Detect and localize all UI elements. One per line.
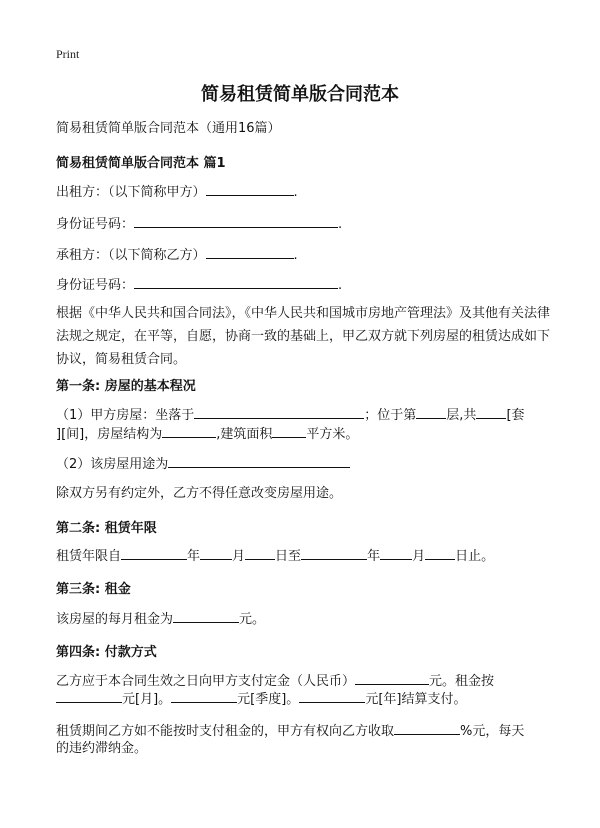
article-3-rent-line	[56, 610, 265, 628]
period: .	[338, 217, 343, 232]
year-label: 年	[187, 549, 201, 564]
end-year-blank	[301, 547, 367, 560]
deposit-blank	[355, 672, 429, 685]
monthly-label: 元[月]。	[122, 692, 172, 707]
section-heading: 简易租赁简单版合同范本 篇1	[56, 156, 226, 171]
item1-structure-label: ][间]，房屋结构为	[56, 427, 163, 442]
lessee-id-line	[56, 276, 342, 294]
article-4-line-1	[56, 672, 494, 690]
print-link[interactable]: Print	[56, 47, 80, 61]
article-4-heading: 第四条: 付款方式	[56, 645, 157, 660]
period: .	[338, 278, 343, 293]
period: .	[293, 248, 298, 263]
item1-area-label: ,建筑面积	[216, 427, 273, 442]
document-title: 简易租赁简单版合同范本	[201, 84, 399, 105]
item1-total-label: 层,共	[446, 408, 477, 423]
article-1-heading: 第一条: 房屋的基本程况	[56, 379, 196, 394]
article-1-note: 除双方另有约定外，乙方不得任意改变房屋用途。	[56, 486, 343, 501]
article-2-term-line	[56, 547, 494, 565]
lessor-id-blank	[134, 215, 338, 228]
year-label: 年	[367, 549, 381, 564]
lessor-id-line	[56, 215, 342, 233]
late-fee-label: 租赁期间乙方如不能按时支付租金的，甲方有权向乙方收取	[56, 724, 395, 739]
intro-paragraph: 根据《中华人民共和国合同法》，《中华人民共和国城市房地产管理法》及其他有关法律法规之规定，在平等，自愿，协商一致的基础上，甲乙双方就下列房屋的租赁达成如下协议，简易租赁合同。	[56, 306, 551, 367]
article-4-line-4: 的违约滞纳金。	[56, 741, 148, 756]
lessor-line	[56, 183, 298, 201]
late-fee-unit: %元，每天	[460, 724, 525, 739]
lessee-id-blank	[134, 276, 338, 289]
item1-unit-label: [套	[506, 408, 525, 423]
article-4-line-2	[56, 690, 466, 708]
floor-blank	[416, 406, 446, 419]
document-subtitle: 简易租赁简单版合同范本（通用16篇）	[56, 121, 281, 136]
end-day-blank	[425, 547, 455, 560]
location-blank	[194, 406, 364, 419]
article-1-item-1-line-2	[56, 425, 358, 443]
quarterly-blank	[171, 690, 237, 703]
rent-label: 该房屋的每月租金为	[56, 612, 174, 627]
monthly-blank	[56, 690, 122, 703]
item1-floor-label: ；位于第	[364, 408, 417, 423]
lessee-name-blank	[206, 246, 294, 259]
usage-blank	[168, 455, 350, 468]
late-fee-blank	[394, 722, 460, 735]
month-label: 月	[232, 549, 246, 564]
lessor-name-blank	[206, 183, 294, 196]
article-1-item-1-line-1	[56, 406, 525, 424]
deposit-label: 乙方应于本合同生效之日向甲方支付定金（人民币）	[56, 674, 356, 689]
month-label: 月	[412, 549, 426, 564]
quarterly-label: 元[季度]。	[237, 692, 300, 707]
end-month-blank	[380, 547, 412, 560]
lessee-line	[56, 246, 298, 264]
item1-area-unit: 平方米。	[306, 427, 359, 442]
start-year-blank	[121, 547, 187, 560]
payment-basis-label: 元。租金按	[429, 674, 495, 689]
yearly-label: 元[年]结算支付。	[365, 692, 467, 707]
day-end-label: 日止。	[455, 549, 495, 564]
lessee-label: 承租方：（以下简称乙方）	[56, 248, 206, 263]
article-3-heading: 第三条: 租金	[56, 582, 131, 597]
rent-blank	[173, 610, 239, 623]
article-4-line-3	[56, 722, 524, 740]
structure-blank	[162, 425, 216, 438]
rent-unit: 元。	[239, 612, 266, 627]
article-1-item-2	[56, 455, 350, 473]
period: .	[293, 185, 298, 200]
area-blank	[272, 425, 306, 438]
total-blank	[476, 406, 506, 419]
lessor-label: 出租方：（以下简称甲方）	[56, 185, 206, 200]
start-month-blank	[200, 547, 232, 560]
item1-location-label: （1）甲方房屋：坐落于	[56, 408, 195, 423]
day-to-label: 日至	[275, 549, 302, 564]
start-day-blank	[245, 547, 275, 560]
item2-usage-label: （2）该房屋用途为	[56, 457, 169, 472]
term-label: 租赁年限自	[56, 549, 122, 564]
article-2-heading: 第二条: 租赁年限	[56, 521, 157, 536]
yearly-blank	[299, 690, 365, 703]
lessee-id-label: 身份证号码：	[56, 278, 135, 293]
lessor-id-label: 身份证号码：	[56, 217, 135, 232]
